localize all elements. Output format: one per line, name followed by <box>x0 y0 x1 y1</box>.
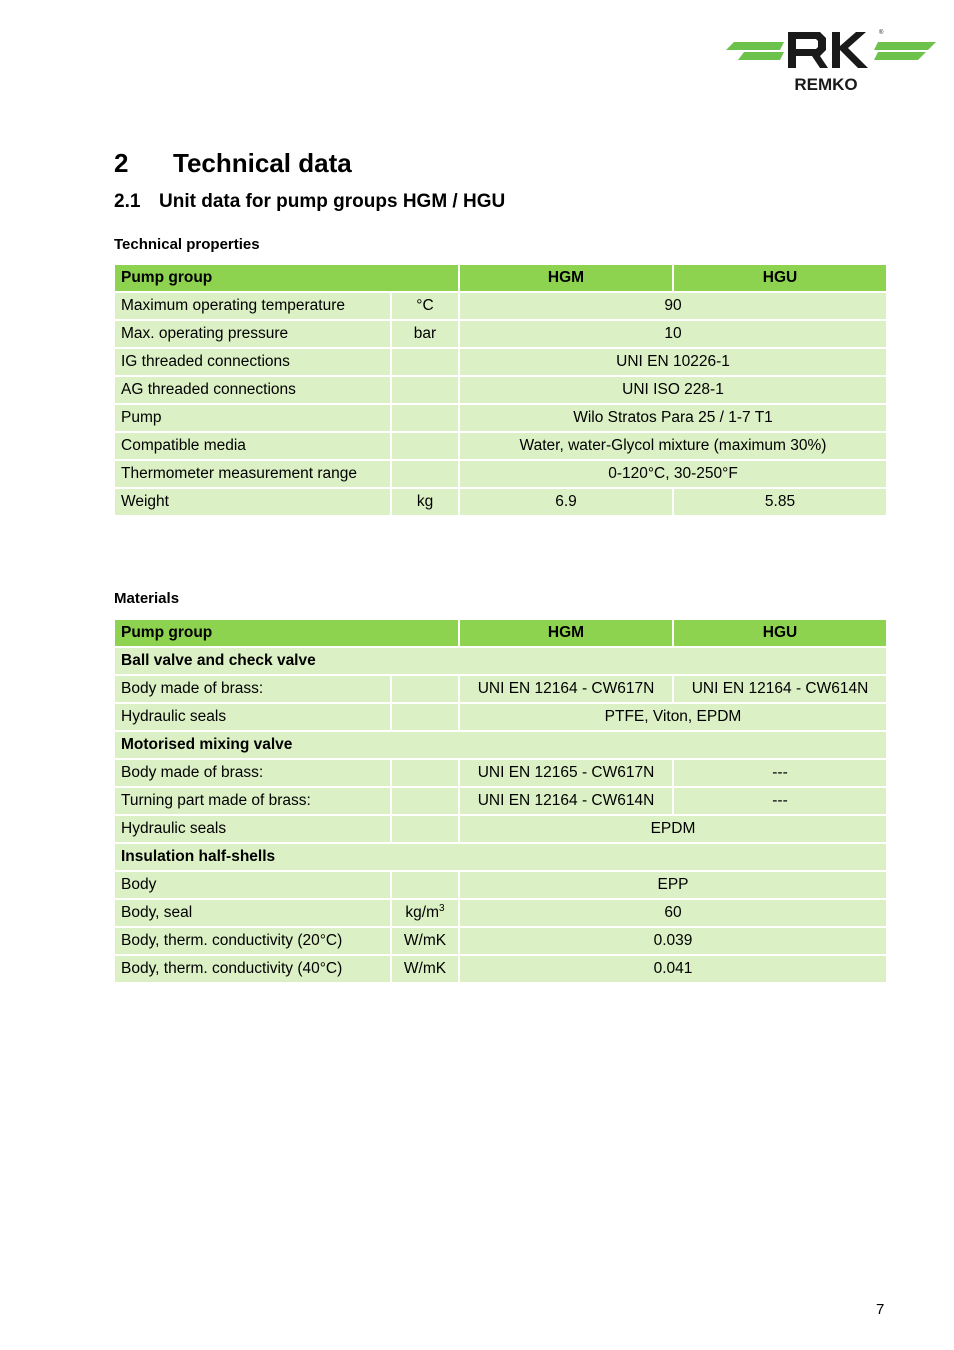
row-value: 90 <box>460 293 886 319</box>
row-unit <box>392 676 458 702</box>
header-hgu: HGU <box>674 265 886 291</box>
row-label: AG threaded connections <box>115 377 390 403</box>
table-row <box>115 956 886 982</box>
row-unit <box>392 349 458 375</box>
table-row <box>115 293 886 319</box>
row-value: 60 <box>460 900 886 926</box>
header-pump-group: Pump group <box>115 620 458 646</box>
row-label: Hydraulic seals <box>115 816 390 842</box>
table-row <box>115 760 886 786</box>
header-hgm: HGM <box>460 265 672 291</box>
unit-superscript: 3 <box>439 903 445 915</box>
row-value: 10 <box>460 321 886 347</box>
header-pump-group: Pump group <box>115 265 458 291</box>
svg-text:®: ® <box>879 30 884 36</box>
row-value: EPDM <box>460 816 886 842</box>
tech-heading: Technical properties <box>114 236 260 253</box>
table-row <box>115 704 886 730</box>
unit-text: W/mK <box>403 932 447 949</box>
row-unit <box>392 760 458 786</box>
table-row <box>115 405 886 431</box>
table-row <box>115 928 886 954</box>
row-label: Body <box>115 872 390 898</box>
table-row <box>115 788 886 814</box>
row-unit <box>392 928 458 954</box>
table-row <box>115 349 886 375</box>
header-hgm: HGM <box>460 620 672 646</box>
row-unit <box>392 788 458 814</box>
materials-table <box>113 618 888 984</box>
table-row <box>115 676 886 702</box>
section-title: Insulation half-shells <box>115 844 886 870</box>
row-unit <box>392 321 458 347</box>
unit-text: kg/m <box>405 904 440 922</box>
row-label: Hydraulic seals <box>115 704 390 730</box>
row-unit <box>392 872 458 898</box>
row-value-hgu: --- <box>674 788 886 814</box>
row-unit <box>392 900 458 926</box>
table-row <box>115 377 886 403</box>
row-unit <box>392 816 458 842</box>
section-number: 2.1 <box>114 191 141 212</box>
unit-text: W/mK <box>403 960 447 977</box>
row-unit <box>392 461 458 487</box>
section-heading <box>114 191 505 213</box>
section-row <box>115 648 886 674</box>
row-label: Body made of brass: <box>115 676 390 702</box>
row-unit <box>392 377 458 403</box>
row-label: Body made of brass: <box>115 760 390 786</box>
row-value: 0-120°C, 30-250°F <box>460 461 886 487</box>
row-value: Water, water-Glycol mixture (maximum 30%) <box>460 433 886 459</box>
row-value: Wilo Stratos Para 25 / 1-7 T1 <box>460 405 886 431</box>
table-row <box>115 872 886 898</box>
section-row <box>115 732 886 758</box>
table-row <box>115 461 886 487</box>
row-unit <box>392 293 458 319</box>
row-label: Body, therm. conductivity (20°C) <box>115 928 390 954</box>
unit-text: bar <box>413 325 437 342</box>
table-header-row <box>115 620 886 646</box>
row-value-hgu: --- <box>674 760 886 786</box>
row-label: Turning part made of brass: <box>115 788 390 814</box>
chapter-title: Technical data <box>173 148 352 178</box>
row-value-hgu: 5.85 <box>674 489 886 515</box>
section-title: Unit data for pump groups HGM / HGU <box>159 191 506 212</box>
table-row <box>115 433 886 459</box>
row-unit <box>392 405 458 431</box>
row-label: IG threaded connections <box>115 349 390 375</box>
row-value: UNI EN 10226-1 <box>460 349 886 375</box>
table-header-row <box>115 265 886 291</box>
row-label: Thermometer measurement range <box>115 461 390 487</box>
row-label: Max. operating pressure <box>115 321 390 347</box>
section-row <box>115 844 886 870</box>
row-value-hgm: UNI EN 12164 - CW614N <box>460 788 672 814</box>
chapter-number: 2 <box>114 148 129 178</box>
row-unit <box>392 704 458 730</box>
row-value: 0.039 <box>460 928 886 954</box>
row-label: Pump <box>115 405 390 431</box>
table-row <box>115 489 886 515</box>
row-label: Body, therm. conductivity (40°C) <box>115 956 390 982</box>
row-value: EPP <box>460 872 886 898</box>
page-number: 7 <box>876 1301 885 1318</box>
row-unit <box>392 489 458 515</box>
row-label: Weight <box>115 489 390 515</box>
chapter-heading <box>114 148 352 179</box>
row-value-hgm: UNI EN 12165 - CW617N <box>460 760 672 786</box>
header-hgu: HGU <box>674 620 886 646</box>
unit-text: °C <box>416 297 434 314</box>
row-value-hgm: 6.9 <box>460 489 672 515</box>
row-value: UNI ISO 228-1 <box>460 377 886 403</box>
row-unit <box>392 956 458 982</box>
table-row <box>115 900 886 926</box>
row-label: Maximum operating temperature <box>115 293 390 319</box>
row-value: PTFE, Viton, EPDM <box>460 704 886 730</box>
row-label: Compatible media <box>115 433 390 459</box>
section-title: Ball valve and check valve <box>115 648 886 674</box>
row-value-hgm: UNI EN 12164 - CW617N <box>460 676 672 702</box>
logo-text: REMKO <box>794 75 858 94</box>
row-value-hgu: UNI EN 12164 - CW614N <box>674 676 886 702</box>
technical-properties-table <box>113 263 888 517</box>
table-row <box>115 321 886 347</box>
row-unit <box>392 433 458 459</box>
unit-text: kg <box>416 493 434 510</box>
section-title: Motorised mixing valve <box>115 732 886 758</box>
row-label: Body, seal <box>115 900 390 926</box>
materials-heading: Materials <box>114 590 180 607</box>
table-row <box>115 816 886 842</box>
row-value: 0.041 <box>460 956 886 982</box>
remko-logo <box>724 28 938 94</box>
